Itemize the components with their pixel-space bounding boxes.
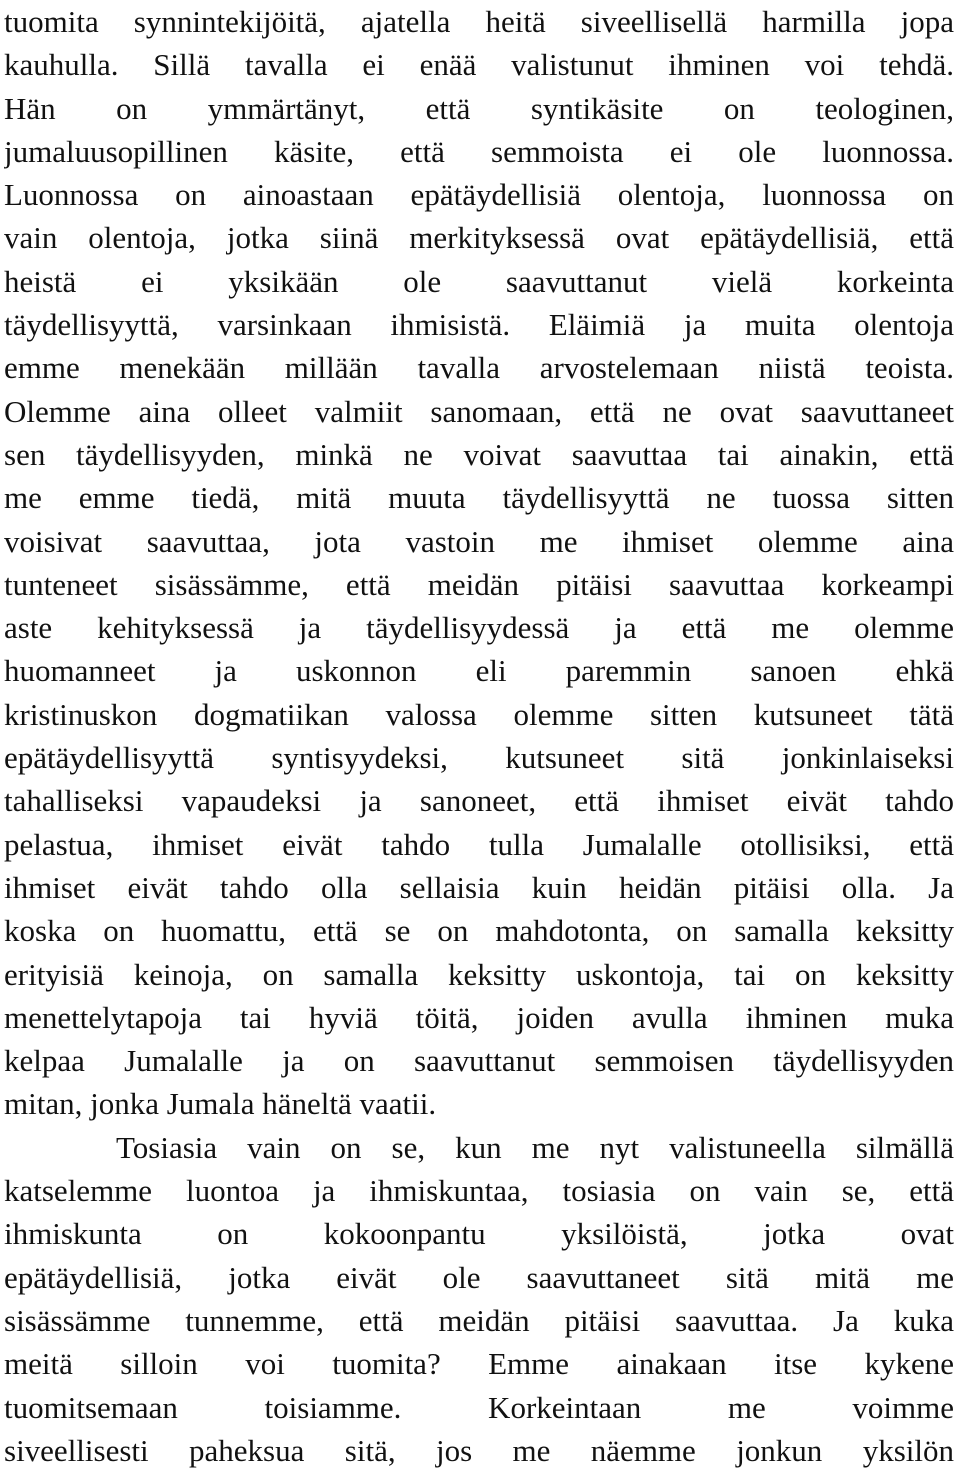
text-line: kristinuskon dogmatiikan valossa olemme sitten kutsuneet tätä: [4, 696, 954, 732]
text-line: tunteneet sisässämme, että meidän pitäisi saavuttaa korkeampi: [4, 566, 954, 602]
text-line: siveellisesti paheksua sitä, jos me näemme jonkun yksilön: [4, 1432, 954, 1468]
text-line: tahalliseksi vapaudeksi ja sanoneet, että ihmiset eivät tahdo: [4, 783, 954, 819]
text-line: ihmiskunta on kokoonpantu yksilöistä, jotka ovat: [4, 1216, 954, 1252]
text-line: kauhulla. Sillä tavalla ei enää valistunut ihminen voi tehdä.: [4, 47, 954, 83]
text-line: erityisiä keinoja, on samalla keksitty uskontoja, tai on keksitty: [4, 956, 954, 992]
text-line: heistä ei yksikään ole saavuttanut vielä korkeinta: [4, 263, 954, 299]
text-line: epätäydellisyyttä syntisyydeksi, kutsuneet sitä jonkinlaiseksi: [4, 740, 954, 776]
paragraph-start-line: Tosiasia vain on se, kun me nyt valistuneella silmällä: [116, 1129, 954, 1165]
text-line: tuomitsemaan toisiamme. Korkeintaan me voimme: [4, 1389, 954, 1425]
paragraph-end-line: mitan, jonka Jumala häneltä vaatii.: [4, 1086, 437, 1122]
text-line: epätäydellisiä, jotka eivät ole saavuttaneet sitä mitä me: [4, 1259, 954, 1295]
text-line: Olemme aina olleet valmiit sanomaan, että ne ovat saavuttaneet: [4, 393, 954, 429]
text-line: aste kehityksessä ja täydellisyydessä ja että me olemme: [4, 610, 954, 646]
text-line: ihmiset eivät tahdo olla sellaisia kuin heidän pitäisi olla. Ja: [4, 869, 954, 905]
text-line: täydellisyyttä, varsinkaan ihmisistä. Eläimiä ja muita olentoja: [4, 307, 954, 343]
text-line: Hän on ymmärtänyt, että syntikäsite on teologinen,: [4, 90, 954, 126]
text-line: me emme tiedä, mitä muuta täydellisyyttä ne tuossa sitten: [4, 480, 954, 516]
text-line: sisässämme tunnemme, että meidän pitäisi saavuttaa. Ja kuka: [4, 1302, 954, 1338]
text-line: vain olentoja, jotka siinä merkityksessä ovat epätäydellisiä, että: [4, 220, 954, 256]
text-line: meitä silloin voi tuomita? Emme ainakaan itse kykene: [4, 1346, 954, 1382]
text-line: pelastua, ihmiset eivät tahdo tulla Jumalalle otollisiksi, että: [4, 826, 954, 862]
document-page: [4, 0, 954, 1472]
text-line: kelpaa Jumalalle ja on saavuttanut semmoisen täydellisyyden: [4, 1043, 954, 1079]
text-line: emme menekään millään tavalla arvostelemaan niistä teoista.: [4, 350, 954, 386]
text-line: voisivat saavuttaa, jota vastoin me ihmiset olemme aina: [4, 523, 954, 559]
text-line: katselemme luontoa ja ihmiskuntaa, tosiasia on vain se, että: [4, 1173, 954, 1209]
text-line: jumaluusopillinen käsite, että semmoista ei ole luonnossa.: [4, 133, 954, 169]
text-line: koska on huomattu, että se on mahdotonta, on samalla keksitty: [4, 913, 954, 949]
text-line: Luonnossa on ainoastaan epätäydellisiä olentoja, luonnossa on: [4, 177, 954, 213]
text-line: huomanneet ja uskonnon eli paremmin sanoen ehkä: [4, 653, 954, 689]
text-line: tuomita synnintekijöitä, ajatella heitä siveellisellä harmilla jopa: [4, 4, 954, 39]
text-line: menettelytapoja tai hyviä töitä, joiden avulla ihminen muka: [4, 999, 954, 1035]
text-line: sen täydellisyyden, minkä ne voivat saavuttaa tai ainakin, että: [4, 436, 954, 472]
